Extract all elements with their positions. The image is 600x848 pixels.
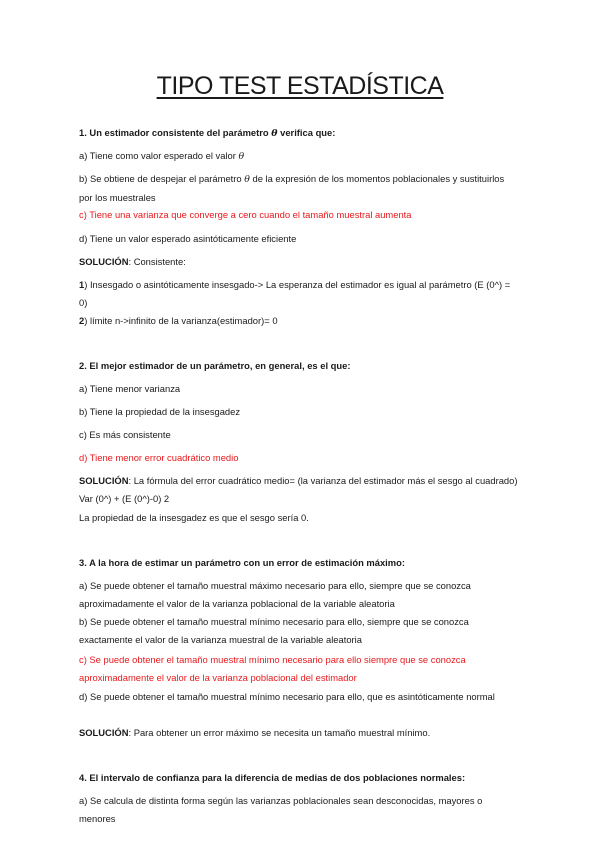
question-1-suffix: verifica que: [280, 127, 336, 138]
q1-solution-point-2 [79, 312, 519, 330]
question-4: 4. El intervalo de confianza para la diferencia de medias de dos poblaciones normales: [79, 772, 466, 783]
q4-option-a: a) Se calcula de distinta forma según las varianzas poblacionales sean desconocidas, mayores o menores [79, 795, 483, 824]
q1-option-c-correct: c) Tiene una varianza que converge a cero cuando el tamaño muestral aumenta [79, 209, 412, 220]
theta-symbol: θ [244, 174, 250, 185]
theta-symbol: θ [271, 128, 278, 139]
solution-label: SOLUCIÓN [79, 475, 129, 486]
q3-option-c-correct: c) Se puede obtener el tamaño muestral mínimo necesario para ello siempre que se conozca aproximadamente el valor de la varianza poblacional del estimador [79, 654, 466, 683]
question-2: 2. El mejor estimador de un parámetro, en general, es el que: [79, 360, 351, 371]
question-1-prefix: 1. Un estimador consistente del parámetro [79, 127, 269, 138]
q2-option-c: c) Es más consistente [79, 429, 171, 440]
q2-note: La propiedad de la insesgadez es que el sesgo sería 0. [79, 512, 309, 523]
q3-option-a: a) Se puede obtener el tamaño muestral máximo necesario para ello, siempre que se conozca aproximadamente el valor de la varianza poblacional de la variable aleatoria [79, 580, 471, 609]
q1-option-b-prefix: b) Se obtiene de despejar el parámetro [79, 173, 242, 184]
q3-option-d: d) Se puede obtener el tamaño muestral mínimo necesario para ello, que es asintóticamente normal [79, 691, 495, 702]
page-title: TIPO TEST ESTADÍSTICA [156, 72, 444, 100]
solution-label: SOLUCIÓN [79, 727, 129, 738]
q2-option-a: a) Tiene menor varianza [79, 383, 181, 394]
q3-solution [79, 724, 519, 742]
point-text: ) límite n->infinito de la varianza(estimador)= 0 [84, 315, 278, 326]
solution-text: : Para obtener un error máximo se necesita un tamaño muestral mínimo. [128, 727, 431, 738]
q1-option-d: d) Tiene un valor esperado asintóticamente eficiente [79, 233, 297, 244]
q1-option-b-suffix: de la expresión de los momentos poblacionales y sustituirlos por los muestrales [79, 173, 505, 203]
q1-option-a-text: a) Tiene como valor esperado el valor [79, 150, 236, 161]
q2-option-b: b) Tiene la propiedad de la insesgadez [79, 406, 241, 417]
q1-solution [79, 253, 519, 271]
solution-text: : Consistente: [128, 256, 186, 267]
q1-option-a [79, 147, 519, 166]
point-number: 2 [79, 315, 85, 326]
solution-text: : La fórmula del error cuadrático medio= (la varianza del estimador más el sesgo al cuadrado) Var (0^) + (E (0^)-0) 2 [79, 475, 518, 504]
q2-solution [79, 472, 519, 508]
question-1 [79, 124, 519, 143]
q3-option-b: b) Se puede obtener el tamaño muestral mínimo necesario para ello, siempre que se conozca exactamente el valor de la varianza muestral de la variable aleatoria [79, 616, 469, 645]
point-text: ) Insesgado o asintóticamente insesgado-> La esperanza del estimador es igual al parámetro (E (0^) = 0) [79, 279, 511, 308]
point-number: 1 [79, 279, 85, 290]
q1-option-b [79, 170, 519, 207]
q2-option-d-correct: d) Tiene menor error cuadrático medio [79, 452, 239, 463]
solution-label: SOLUCIÓN [79, 256, 129, 267]
theta-symbol: θ [238, 151, 245, 162]
q1-solution-point-1 [79, 276, 519, 312]
question-3: 3. A la hora de estimar un parámetro con un error de estimación máximo: [79, 557, 405, 568]
